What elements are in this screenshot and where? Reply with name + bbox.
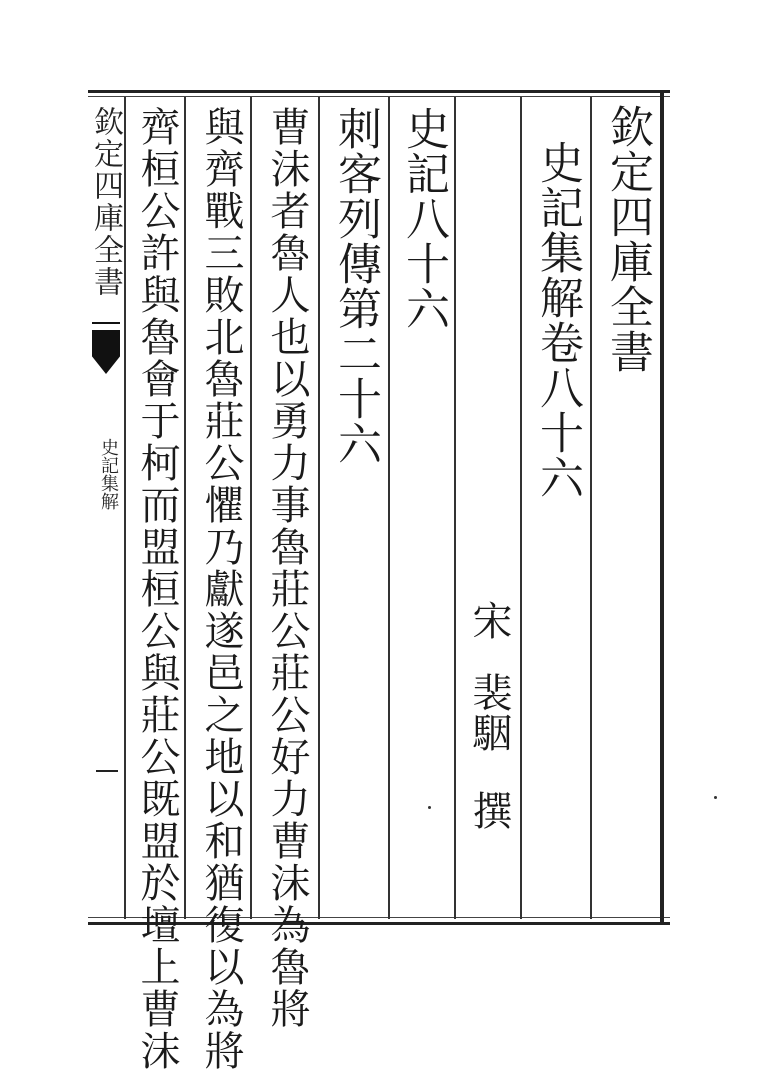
frame-top-border: [88, 90, 670, 93]
scan-speck: [714, 796, 717, 799]
margin-book-title: 欽定四庫全書: [88, 106, 123, 298]
scan-speck: [428, 806, 431, 809]
frame-top-inner-border: [88, 96, 670, 97]
book-title: 欽定四庫全書: [602, 104, 653, 374]
fish-tail-rule: [92, 322, 120, 324]
volume-heading: 史記集解卷八十六: [532, 140, 583, 500]
column-rule: [520, 97, 522, 919]
margin-mark: [96, 770, 118, 772]
author-action: 撰: [466, 790, 512, 830]
column-rule: [454, 97, 456, 919]
column-rule: [318, 97, 320, 919]
chapter-title: 刺客列傳第二十六: [330, 106, 381, 466]
column-rule: [590, 97, 592, 919]
author-dynasty: 宋: [466, 600, 512, 640]
text-line: 與齊戰三敗北魯莊公懼乃獻遂邑之地以和猶復以為將: [198, 106, 244, 1072]
text-line: 齊桓公許與魯會于柯而盟桓公與莊公既盟於壇上曹沫: [134, 106, 180, 1072]
text-line: 曹沫者魯人也以勇力事魯莊公莊公好力曹沫為魯將: [264, 106, 310, 1030]
column-rule: [388, 97, 390, 919]
frame-right-border: [660, 90, 664, 925]
section-ref: 史記八十六: [398, 106, 449, 331]
author-name: 裴駰: [466, 672, 512, 752]
margin-section-label: 史記集解: [98, 438, 119, 510]
